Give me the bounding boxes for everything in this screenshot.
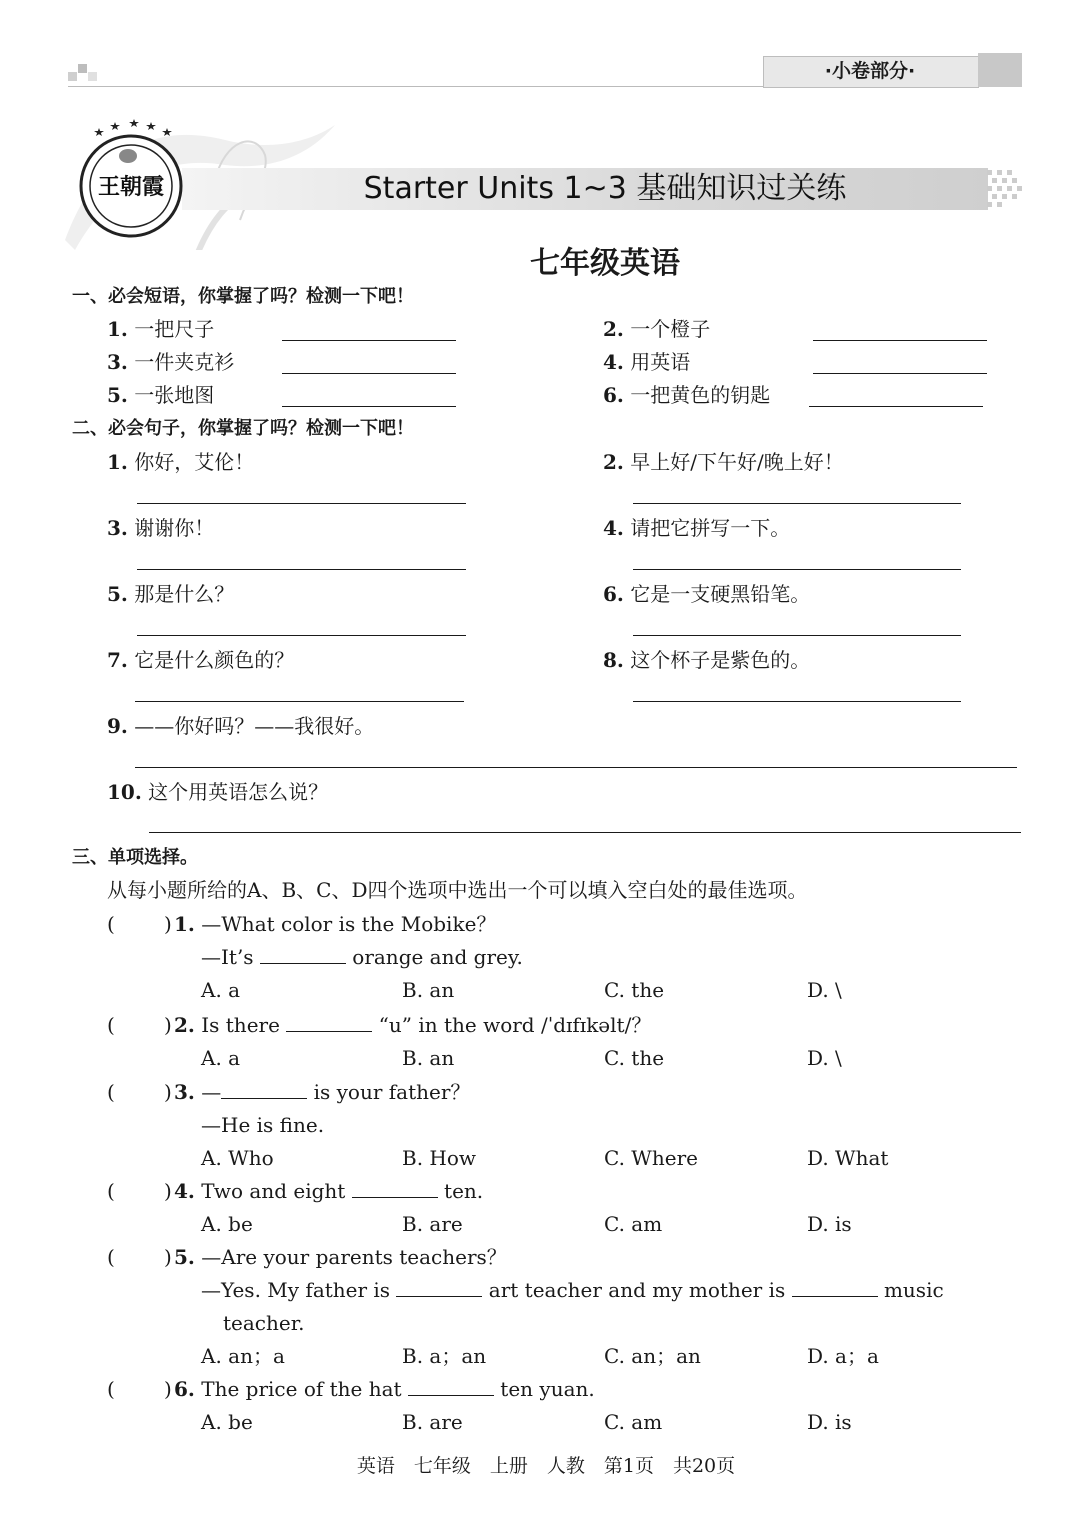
option[interactable]: C. the bbox=[604, 978, 665, 1002]
phrase-item: 3. 一件夹克衫 bbox=[107, 350, 235, 374]
option[interactable]: C. the bbox=[604, 1046, 665, 1070]
sentence-item: 2. 早上好/下午好/晚上好！ bbox=[603, 450, 844, 474]
answer-bracket-close: ) bbox=[164, 1179, 172, 1203]
page-footer: 英语 七年级 上册 人教 第1页 共20页 bbox=[356, 1455, 736, 1477]
logo-text: 王朝霞 bbox=[97, 174, 164, 200]
answer-line[interactable] bbox=[633, 503, 961, 504]
option[interactable]: C. am bbox=[604, 1410, 663, 1434]
question-line: —Yes. My father is art teacher and my mother is music bbox=[201, 1278, 944, 1302]
option[interactable]: B. are bbox=[402, 1212, 463, 1236]
question-line: —It’s orange and grey. bbox=[201, 945, 523, 969]
answer-line[interactable] bbox=[282, 406, 456, 407]
option[interactable]: A. be bbox=[201, 1212, 253, 1236]
answer-bracket[interactable]: ( bbox=[107, 1080, 115, 1104]
section-tag: ·小卷部分· bbox=[824, 60, 916, 82]
answer-line[interactable] bbox=[137, 635, 466, 636]
phrase-item: 4. 用英语 bbox=[603, 350, 691, 374]
part3-instruction: 从每小题所给的A、B、C、D四个选项中选出一个可以填入空白处的最佳选项。 bbox=[107, 878, 808, 902]
answer-blank[interactable] bbox=[260, 945, 346, 964]
answer-line[interactable] bbox=[813, 340, 987, 341]
banner-title: Starter Units 1~3 基础知识过关练 bbox=[363, 171, 847, 206]
answer-line[interactable] bbox=[135, 701, 464, 702]
phrase-item: 6. 一把黄色的钥匙 bbox=[603, 383, 771, 407]
option[interactable]: B. an bbox=[402, 1046, 455, 1070]
answer-blank[interactable] bbox=[408, 1377, 494, 1396]
logo-badge bbox=[76, 118, 186, 238]
answer-line[interactable] bbox=[282, 373, 456, 374]
answer-line[interactable] bbox=[633, 701, 961, 702]
sentence-item: 10. 这个用英语怎么说？ bbox=[107, 780, 329, 804]
sentence-item: 3. 谢谢你！ bbox=[107, 516, 215, 540]
question-line: —He is fine. bbox=[201, 1113, 325, 1137]
answer-line[interactable] bbox=[809, 406, 983, 407]
section-tag-block bbox=[978, 53, 1022, 87]
option[interactable]: A. a bbox=[201, 978, 241, 1002]
question-line: 2. Is there “u” in the word /ˈdɪfɪkəlt/？ bbox=[174, 1013, 652, 1037]
sentence-item: 5. 那是什么？ bbox=[107, 582, 235, 606]
answer-bracket-close: ) bbox=[164, 912, 172, 936]
option[interactable]: C. an；an bbox=[604, 1344, 701, 1368]
sentence-item: 7. 它是什么颜色的？ bbox=[107, 648, 295, 672]
sentence-item: 9. ——你好吗？——我很好。 bbox=[107, 714, 375, 738]
answer-bracket-close: ) bbox=[164, 1013, 172, 1037]
sentence-item: 1. 你好，艾伦！ bbox=[107, 450, 255, 474]
answer-bracket-close: ) bbox=[164, 1377, 172, 1401]
phrase-item: 5. 一张地图 bbox=[107, 383, 215, 407]
question-line: 1. —What color is the Mobike？ bbox=[174, 912, 497, 936]
answer-bracket[interactable]: ( bbox=[107, 1245, 115, 1269]
sentence-item: 6. 它是一支硬黑铅笔。 bbox=[603, 582, 811, 606]
question-line: 6. The price of the hat ten yuan. bbox=[174, 1377, 595, 1401]
option[interactable]: B. an bbox=[402, 978, 455, 1002]
option[interactable]: A. be bbox=[201, 1410, 253, 1434]
part1-heading: 一、必会短语，你掌握了吗？检测一下吧！ bbox=[72, 286, 414, 307]
option[interactable]: D. What bbox=[807, 1146, 889, 1170]
phrase-item: 2. 一个橙子 bbox=[603, 317, 711, 341]
answer-line[interactable] bbox=[633, 569, 961, 570]
answer-bracket[interactable]: ( bbox=[107, 1377, 115, 1401]
part2-heading: 二、必会句子，你掌握了吗？检测一下吧！ bbox=[72, 418, 414, 439]
answer-bracket-close: ) bbox=[164, 1080, 172, 1104]
option[interactable]: D. is bbox=[807, 1410, 852, 1434]
sentence-item: 8. 这个杯子是紫色的。 bbox=[603, 648, 811, 672]
question-line: teacher. bbox=[223, 1311, 305, 1335]
banner-dots bbox=[985, 168, 1025, 210]
option[interactable]: A. an；a bbox=[201, 1344, 285, 1368]
answer-line[interactable] bbox=[135, 767, 1017, 768]
option[interactable]: B. are bbox=[402, 1410, 463, 1434]
answer-line[interactable] bbox=[137, 569, 466, 570]
option[interactable]: B. How bbox=[402, 1146, 477, 1170]
answer-bracket-close: ) bbox=[164, 1245, 172, 1269]
corner-decoration bbox=[68, 64, 108, 86]
part3-heading: 三、单项选择。 bbox=[72, 847, 198, 868]
answer-bracket[interactable]: ( bbox=[107, 1179, 115, 1203]
answer-blank[interactable] bbox=[352, 1179, 438, 1198]
option[interactable]: A. a bbox=[201, 1046, 241, 1070]
answer-bracket[interactable]: ( bbox=[107, 1013, 115, 1037]
question-line: 5. —Are your parents teachers？ bbox=[174, 1245, 507, 1269]
option[interactable]: C. Where bbox=[604, 1146, 698, 1170]
sentence-item: 4. 请把它拼写一下。 bbox=[603, 516, 791, 540]
option[interactable]: B. a；an bbox=[402, 1344, 487, 1368]
answer-line[interactable] bbox=[137, 503, 466, 504]
answer-line[interactable] bbox=[633, 635, 961, 636]
option[interactable]: C. am bbox=[604, 1212, 663, 1236]
option[interactable]: A. Who bbox=[201, 1146, 274, 1170]
answer-blank[interactable] bbox=[396, 1278, 482, 1297]
option[interactable]: D. is bbox=[807, 1212, 852, 1236]
option[interactable]: D. \ bbox=[807, 978, 842, 1002]
phrase-item: 1. 一把尺子 bbox=[107, 317, 215, 341]
option[interactable]: D. a；a bbox=[807, 1344, 879, 1368]
answer-blank[interactable] bbox=[792, 1278, 878, 1297]
answer-blank[interactable] bbox=[286, 1013, 372, 1032]
answer-line[interactable] bbox=[149, 832, 1021, 833]
answer-blank[interactable] bbox=[221, 1080, 307, 1099]
page-subtitle: 七年级英语 bbox=[530, 246, 680, 281]
option[interactable]: D. \ bbox=[807, 1046, 842, 1070]
question-line: 4. Two and eight ten. bbox=[174, 1179, 484, 1203]
question-line: 3. — is your father？ bbox=[174, 1080, 471, 1104]
answer-line[interactable] bbox=[282, 340, 456, 341]
answer-bracket[interactable]: ( bbox=[107, 912, 115, 936]
answer-line[interactable] bbox=[813, 373, 987, 374]
